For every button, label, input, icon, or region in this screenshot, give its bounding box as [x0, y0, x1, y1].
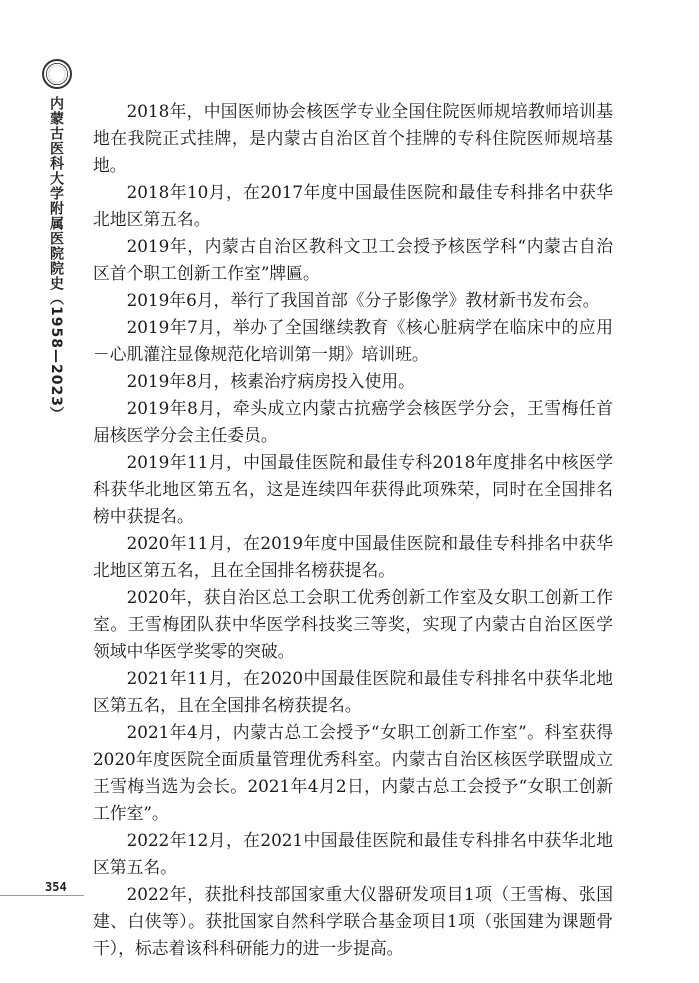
page-number: 354 — [45, 880, 67, 894]
paragraph: 2020年，获自治区总工会职工优秀创新工作室及女职工创新工作室。王雪梅团队获中华医学科技奖三等奖，实现了内蒙古自治区医学领域中华医学奖零的突破。 — [93, 587, 613, 661]
paragraph: 2019年11月，中国最佳医院和最佳专科2018年度排名中核医学科获华北地区第五名，这是连续四年获得此项殊荣，同时在全国排名榜中获提名。 — [93, 452, 613, 526]
paragraph: 2020年11月，在2019年度中国最佳医院和最佳专科排名中获华北地区第五名，且在全国排名榜获提名。 — [93, 533, 613, 580]
paragraph: 2019年7月，举办了全国继续教育《核心脏病学在临床中的应用－心肌灌注显像规范化培训第一期》培训班。 — [93, 317, 613, 364]
paragraph: 2019年8月，牵头成立内蒙古抗癌学会核医学分会，王雪梅任首届核医学分会主任委员。 — [93, 398, 613, 445]
main-text — [93, 98, 613, 962]
paragraph: 2018年10月，在2017年度中国最佳医院和最佳专科排名中获华北地区第五名。 — [93, 182, 613, 229]
paragraph: 2021年4月，内蒙古总工会授予“女职工创新工作室”。科室获得2020年度医院全面质量管理优秀科室。内蒙古自治区核医学联盟成立王雪梅当选为会长。2021年4月2日，内蒙古总工会授予“女职工创新工作室”。 — [93, 722, 613, 823]
page-number-rule — [0, 895, 84, 896]
paragraph: 2021年11月，在2020中国最佳医院和最佳专科排名中获华北地区第五名，且在全国排名榜获提名。 — [93, 668, 613, 715]
book-title: 内蒙古医科大学附属医院院史（1958—2023） — [48, 96, 64, 422]
paragraph: 2019年8月，核素治疗病房投入使用。 — [126, 371, 415, 391]
paragraph: 2022年12月，在2021中国最佳医院和最佳专科排名中获华北地区第五名。 — [93, 830, 613, 877]
paragraph: 2022年，获批科技部国家重大仪器研发项目1项（王雪梅、张国建、白侠等）。获批国家自然科学联合基金项目1项（张国建为课题骨干），标志着该科科研能力的进一步提高。 — [93, 884, 613, 958]
paragraph: 2019年，内蒙古自治区教科文卫工会授予核医学科“内蒙古自治区首个职工创新工作室”牌匾。 — [93, 236, 613, 283]
paragraph: 2018年，中国医师协会核医学专业全国住院医师规培教师培训基地在我院正式挂牌，是内蒙古自治区首个挂牌的专科住院医师规培基地。 — [93, 101, 613, 175]
side-rail — [0, 0, 84, 983]
paragraph: 2019年6月，举行了我国首部《分子影像学》教材新书发布会。 — [126, 290, 600, 310]
university-logo-icon — [42, 59, 72, 89]
